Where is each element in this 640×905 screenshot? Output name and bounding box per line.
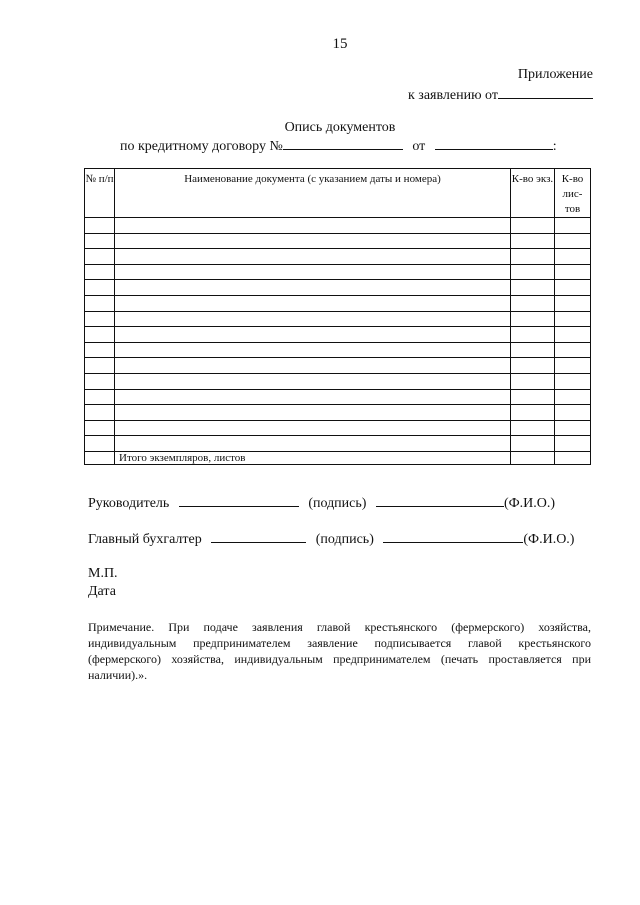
cell[interactable]: [85, 264, 115, 280]
director-signature-blank[interactable]: [179, 494, 299, 507]
appendix-date-blank[interactable]: [498, 86, 593, 99]
document-subtitle: [120, 137, 557, 155]
table-row: [85, 342, 591, 358]
table-row: [85, 249, 591, 265]
cell[interactable]: [115, 249, 511, 265]
cell[interactable]: [85, 249, 115, 265]
cell[interactable]: [115, 389, 511, 405]
cell[interactable]: [511, 218, 555, 234]
cell[interactable]: [511, 327, 555, 343]
cell[interactable]: [115, 264, 511, 280]
contract-number-blank[interactable]: [283, 137, 403, 150]
cell[interactable]: [511, 311, 555, 327]
table-row: [85, 373, 591, 389]
cell[interactable]: [555, 358, 591, 374]
cell[interactable]: [511, 373, 555, 389]
table-row: [85, 218, 591, 234]
cell[interactable]: [555, 264, 591, 280]
table-row: [85, 233, 591, 249]
contract-colon: :: [552, 139, 557, 154]
cell[interactable]: [511, 420, 555, 436]
cell[interactable]: [555, 280, 591, 296]
total-sheets-cell[interactable]: [555, 451, 591, 464]
cell[interactable]: [115, 342, 511, 358]
table-header-row: [85, 169, 591, 218]
table-body: [85, 218, 591, 452]
director-label: Руководитель: [88, 496, 170, 511]
cell[interactable]: [115, 358, 511, 374]
cell[interactable]: [511, 295, 555, 311]
cell[interactable]: [115, 295, 511, 311]
cell[interactable]: [555, 436, 591, 452]
cell[interactable]: [555, 373, 591, 389]
cell[interactable]: [85, 295, 115, 311]
appendix-subtitle: [408, 86, 593, 104]
page-number: 15: [332, 36, 348, 52]
accountant-signature-hint: (подпись): [315, 532, 374, 547]
cell[interactable]: [85, 327, 115, 343]
cell[interactable]: [555, 311, 591, 327]
cell[interactable]: [85, 405, 115, 421]
table-row: [85, 420, 591, 436]
cell[interactable]: [511, 389, 555, 405]
cell[interactable]: [555, 389, 591, 405]
accountant-signature-blank[interactable]: [211, 530, 306, 543]
cell[interactable]: [555, 295, 591, 311]
table-row: [85, 264, 591, 280]
cell[interactable]: [85, 358, 115, 374]
table-row: [85, 327, 591, 343]
cell[interactable]: [555, 249, 591, 265]
cell[interactable]: [115, 373, 511, 389]
table-row: [85, 389, 591, 405]
cell[interactable]: [511, 249, 555, 265]
stamp-label: М.П.: [88, 566, 118, 581]
cell[interactable]: [115, 233, 511, 249]
accountant-name-hint: (Ф.И.О.): [523, 532, 575, 547]
director-signature-line: [88, 494, 555, 512]
table-row: [85, 405, 591, 421]
cell[interactable]: [85, 280, 115, 296]
cell[interactable]: [85, 311, 115, 327]
header-sheets: К-во лис- тов: [555, 169, 591, 218]
accountant-signature-line: [88, 530, 574, 548]
total-copies-cell[interactable]: [511, 451, 555, 464]
table-row: [85, 436, 591, 452]
cell[interactable]: [115, 280, 511, 296]
accountant-label: Главный бухгалтер: [88, 532, 202, 547]
header-number: № п/п: [85, 169, 115, 218]
cell[interactable]: [555, 233, 591, 249]
table-row: [85, 358, 591, 374]
cell[interactable]: [511, 405, 555, 421]
cell[interactable]: [511, 264, 555, 280]
cell[interactable]: [85, 342, 115, 358]
table-row: [85, 311, 591, 327]
documents-table: [84, 168, 591, 465]
director-name-blank[interactable]: [376, 494, 504, 507]
header-copies: К-во экз.: [511, 169, 555, 218]
contract-label: по кредитному договору №: [120, 139, 283, 154]
cell[interactable]: [85, 233, 115, 249]
cell[interactable]: [555, 342, 591, 358]
total-label: Итого экземпляров, листов: [115, 451, 511, 464]
cell[interactable]: [85, 420, 115, 436]
cell[interactable]: [85, 373, 115, 389]
cell[interactable]: [85, 389, 115, 405]
cell[interactable]: [115, 420, 511, 436]
table-total-row: [85, 451, 591, 464]
cell[interactable]: [555, 327, 591, 343]
cell[interactable]: [511, 358, 555, 374]
cell[interactable]: [115, 218, 511, 234]
note-text: Примечание. При подаче заявления главой крестьянского (фермерского) хозяйства, индивидуальным предпринимателем заявление подписывается главой крестьянского (фермерского) хозяйства, индивидуальным предпринимателем (печать проставляется при наличии).».: [88, 620, 591, 682]
table-row: [85, 280, 591, 296]
cell[interactable]: [555, 420, 591, 436]
cell[interactable]: [115, 327, 511, 343]
cell[interactable]: [555, 218, 591, 234]
director-name-hint: (Ф.И.О.): [503, 496, 556, 511]
cell[interactable]: [115, 436, 511, 452]
cell[interactable]: [511, 233, 555, 249]
date-label: Дата: [88, 584, 116, 599]
cell[interactable]: [511, 280, 555, 296]
appendix-title: Приложение: [517, 67, 593, 82]
header-document-name: Наименование документа (с указанием даты и номера): [115, 169, 511, 218]
contract-from-label: от: [412, 139, 426, 154]
director-signature-hint: (подпись): [308, 496, 367, 511]
cell[interactable]: [85, 218, 115, 234]
accountant-name-blank[interactable]: [383, 530, 523, 543]
cell[interactable]: [555, 405, 591, 421]
cell[interactable]: [115, 311, 511, 327]
cell: [85, 451, 115, 464]
cell[interactable]: [511, 436, 555, 452]
cell[interactable]: [115, 405, 511, 421]
appendix-subtitle-text: к заявлению от: [408, 88, 498, 103]
contract-date-blank[interactable]: [435, 137, 553, 150]
table-row: [85, 295, 591, 311]
cell[interactable]: [85, 436, 115, 452]
document-title: Опись документов: [284, 120, 396, 135]
cell[interactable]: [511, 342, 555, 358]
